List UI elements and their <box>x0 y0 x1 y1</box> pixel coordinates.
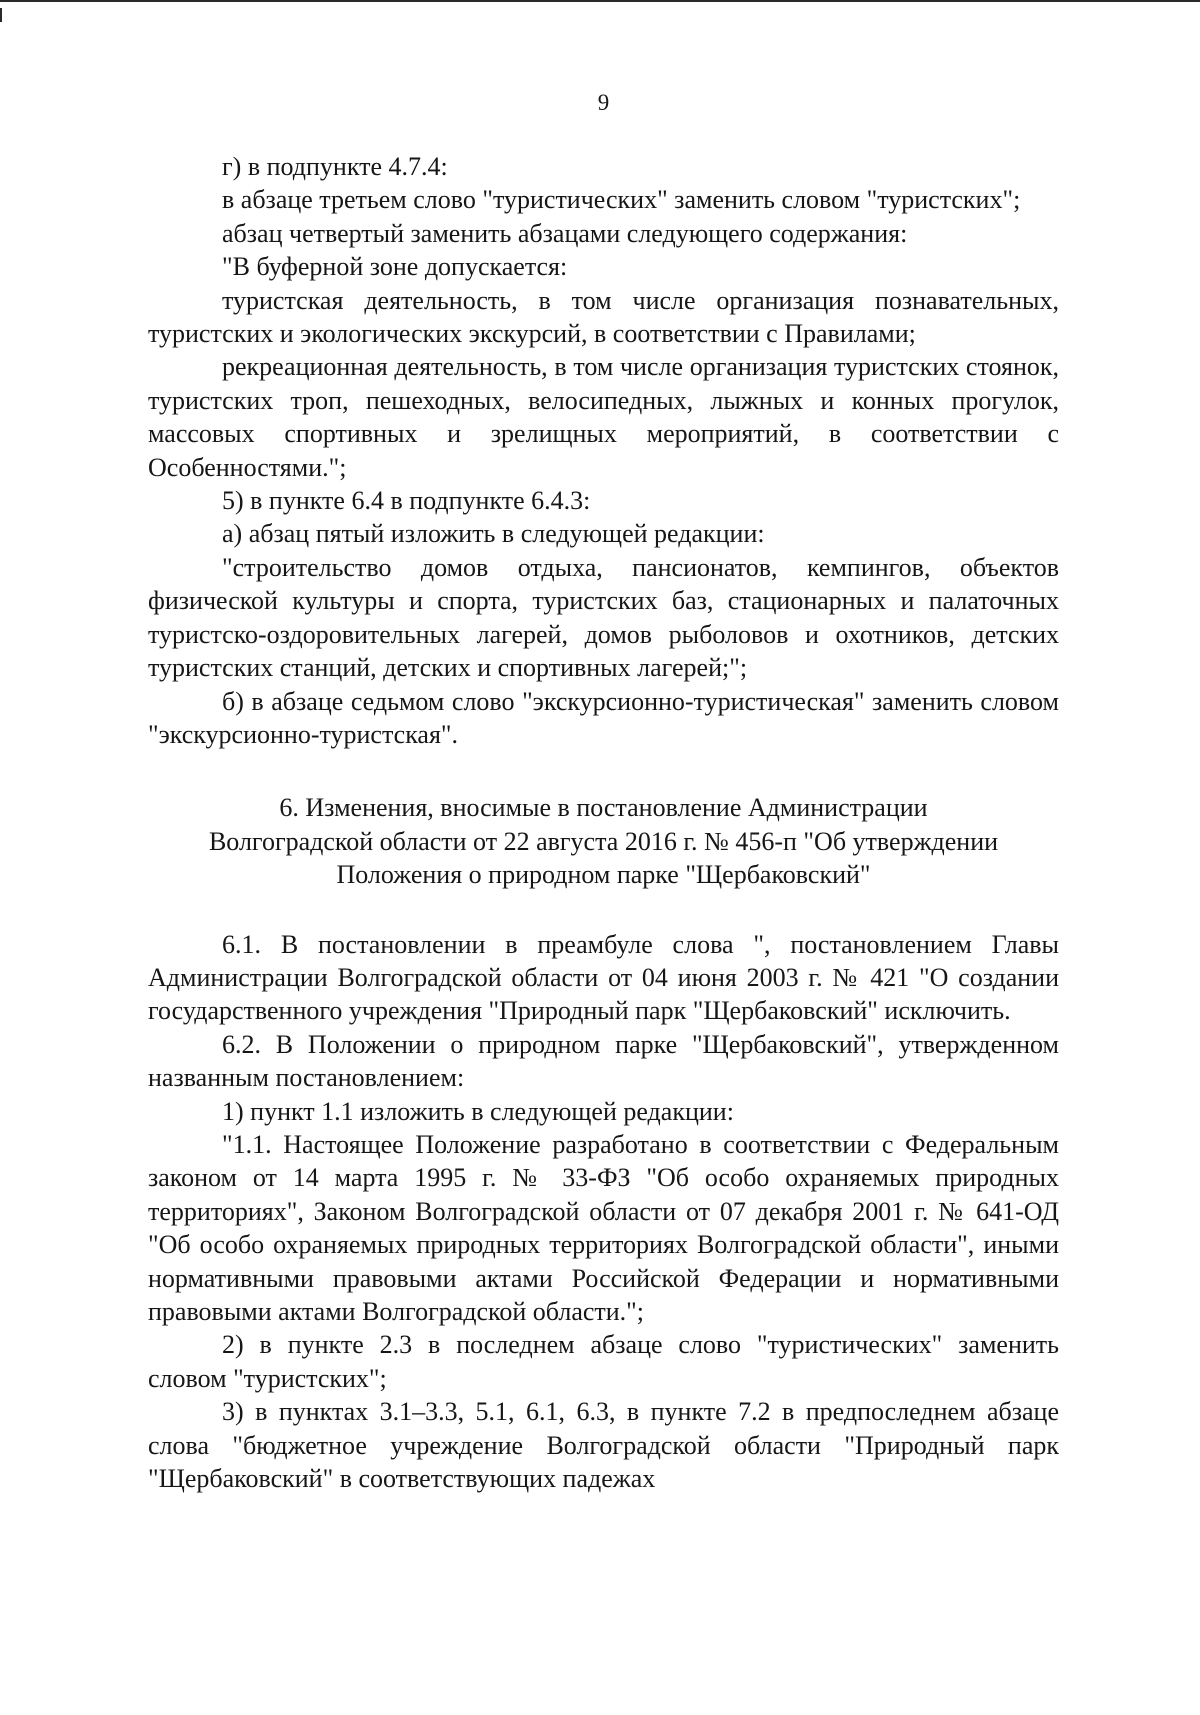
paragraph: в абзаце третьем слово "туристических" заменить словом "туристских"; <box>222 185 1021 215</box>
paragraph: абзац четвертый заменить абзацами следующего содержания: <box>222 218 908 248</box>
paragraph: 6.2. В Положении о природном парке "Щербаковский", утвержденном названным постановлением: <box>148 1029 1059 1093</box>
paragraph: "1.1. Настоящее Положение разработано в соответствии с Федеральным законом от 14 марта 1995 г. № 33-ФЗ "Об особо охраняемых природных территориях", Законом Волгоградской области от 07 декабря 2001 г. № 641-ОД "Об особо охраняемых природных территориях Волгоградской области", иными нормативными правовыми актами Российской Федерации и нормативными правовыми актами Волгоградской области."; <box>148 1129 1059 1326</box>
section-heading-line: Положения о природном парке "Щербаковский" <box>336 860 871 890</box>
section-heading-line: Волгоградской области от 22 августа 2016 г. № 456-п "Об утверждении <box>208 826 999 856</box>
paragraph: рекреационная деятельность, в том числе организация туристских стоянок, туристских троп, пешеходных, велосипедных, лыжных и конных прогулок, массовых спортивных и зрелищных мероприятий, в соответствии с Особенностями."; <box>148 352 1059 482</box>
paragraph: 1) пункт 1.1 изложить в следующей редакции: <box>222 1096 734 1126</box>
paragraph: 6.1. В постановлении в преамбуле слова ", постановлением Главы Администрации Волгоградской области от 04 июня 2003 г. № 421 "О создании государственного учреждения "Природный парк "Щербаковский" исключить. <box>148 929 1059 1026</box>
paragraph: "строительство домов отдыха, пансионатов, кемпингов, объектов физической культуры и спорта, туристских баз, стационарных и палаточных туристско-оздоровительных лагерей, домов рыболовов и охотников, детских туристских станций, детских и спортивных лагерей;"; <box>148 552 1059 683</box>
section-heading-line: 6. Изменения, вносимые в постановление Администрации <box>279 793 928 823</box>
section-heading <box>148 791 1059 891</box>
paragraph: 5) в пункте 6.4 в подпункте 6.4.3: <box>222 486 591 516</box>
scan-edge-top <box>0 0 1200 2</box>
scan-edge-left <box>0 8 2 22</box>
amendments-block-bottom <box>148 928 1059 1496</box>
paragraph: г) в подпункте 4.7.4: <box>222 152 448 181</box>
paragraph: 3) в пунктах 3.1–3.3, 5.1, 6.1, 6.3, в пункте 7.2 в предпоследнем абзаце слова "бюджетное учреждение Волгоградской области "Природный парк "Щербаковский" в соответствующих падежах <box>148 1397 1059 1494</box>
amendments-block-top <box>148 150 1059 751</box>
paragraph: "В буферной зоне допускается: <box>222 252 568 282</box>
paragraph: туристская деятельность, в том числе организация познавательных, туристских и экологических экскурсий, в соответствии с Правилами; <box>148 285 1059 349</box>
paragraph: б) в абзаце седьмом слово "экскурсионно-туристическая" заменить словом "экскурсионно-туристская". <box>148 686 1059 749</box>
document-page <box>148 88 1059 1495</box>
paragraph: а) абзац пятый изложить в следующей редакции: <box>222 519 765 549</box>
page-number: 9 <box>597 90 610 115</box>
paragraph: 2) в пункте 2.3 в последнем абзаце слово "туристических" заменить словом "туристских"; <box>148 1330 1059 1393</box>
